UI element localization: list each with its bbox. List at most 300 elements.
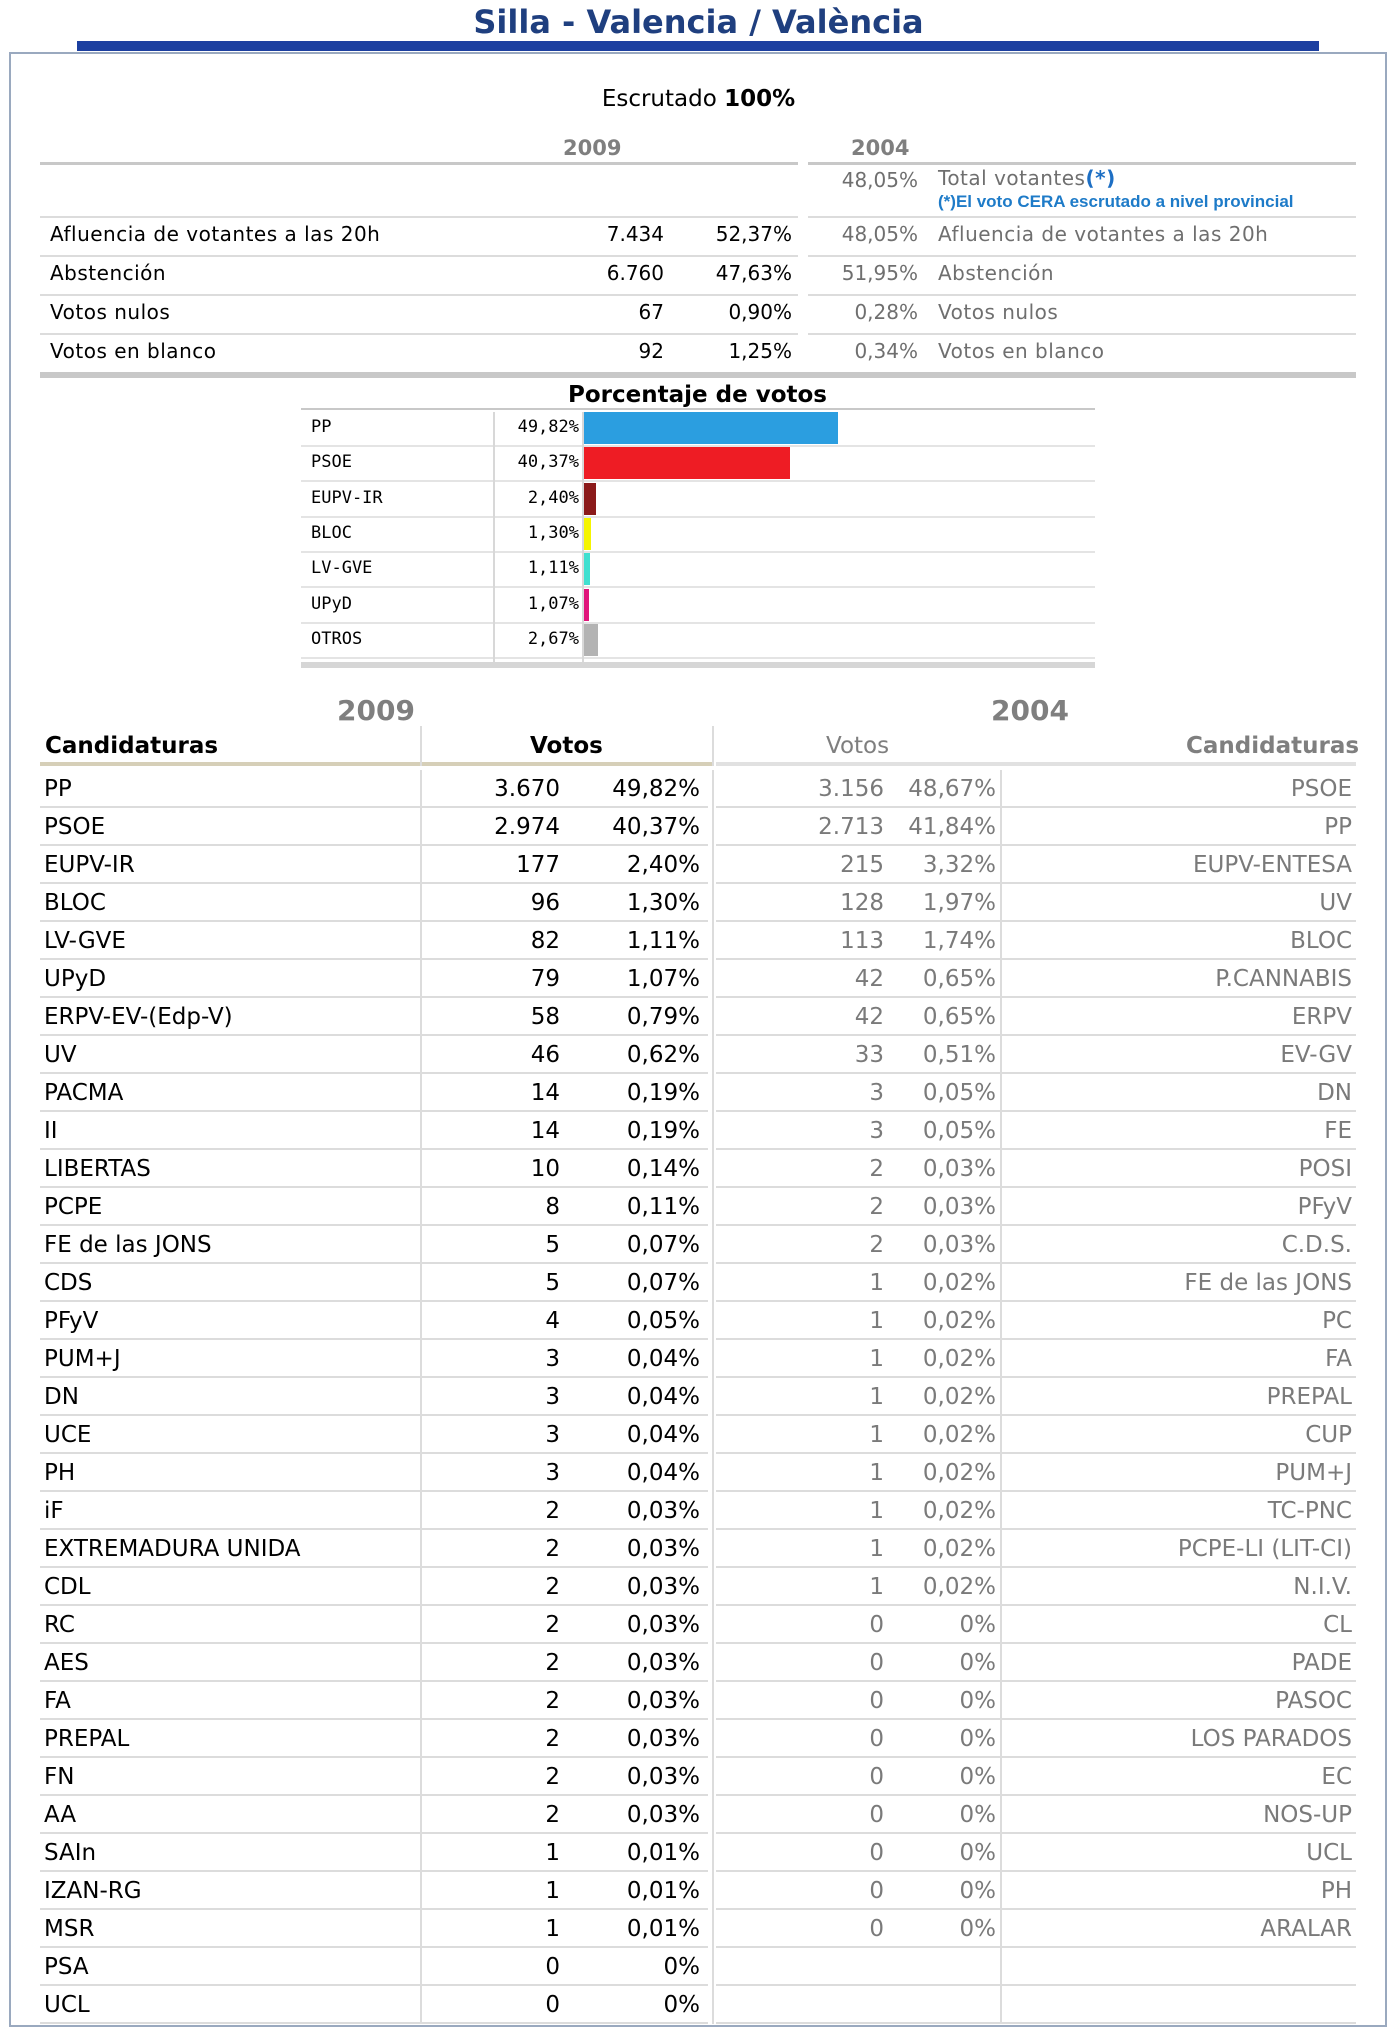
candidatura-2004: FE de las JONS bbox=[1184, 1270, 1352, 1296]
votos-2004: 1 bbox=[869, 1384, 884, 1410]
votos-2009: 1 bbox=[545, 1916, 560, 1942]
participation-bottom-rule bbox=[40, 372, 1356, 378]
participation-pct-2004: 48,05% bbox=[841, 222, 918, 246]
results-row bbox=[40, 1872, 1356, 1910]
votos-2004: 0 bbox=[869, 1688, 884, 1714]
votos-2009: 14 bbox=[530, 1080, 560, 1106]
porcentaje-2009: 0,03% bbox=[626, 1688, 700, 1714]
votos-2009: 14 bbox=[530, 1118, 560, 1144]
votos-2004: 0 bbox=[869, 1916, 884, 1942]
votos-2004: 128 bbox=[840, 890, 884, 916]
candidatura-2004: N.I.V. bbox=[1293, 1574, 1352, 1600]
votos-2009: 2 bbox=[545, 1764, 560, 1790]
votos-2009: 58 bbox=[530, 1004, 560, 1030]
candidatura-2004: C.D.S. bbox=[1281, 1232, 1352, 1258]
participation-label-2009: Votos nulos bbox=[50, 300, 171, 324]
chart-value-label: 1,30% bbox=[527, 522, 579, 543]
porcentaje-2009: 2,40% bbox=[626, 852, 700, 878]
porcentaje-2009: 0,14% bbox=[626, 1156, 700, 1182]
candidatura-2004: CUP bbox=[1305, 1422, 1352, 1448]
porcentaje-2004: 0,02% bbox=[922, 1422, 996, 1448]
votos-2009: 82 bbox=[530, 928, 560, 954]
votos-2004: 33 bbox=[854, 1042, 884, 1068]
porcentaje-2004: 0,02% bbox=[922, 1574, 996, 1600]
candidatura-2004: FA bbox=[1325, 1346, 1352, 1372]
porcentaje-2009: 1,30% bbox=[626, 890, 700, 916]
chart-bar bbox=[584, 412, 838, 444]
votos-2004: 1 bbox=[869, 1498, 884, 1524]
candidatura-2004: PCPE-LI (LIT-CI) bbox=[1177, 1536, 1352, 1562]
votos-2004: 0 bbox=[869, 1726, 884, 1752]
votos-2004: 3 bbox=[869, 1080, 884, 1106]
porcentaje-2009: 0,19% bbox=[626, 1118, 700, 1144]
porcentaje-2004: 0,65% bbox=[922, 1004, 996, 1030]
results-row bbox=[40, 1226, 1356, 1264]
candidatura-2004: EC bbox=[1321, 1764, 1352, 1790]
results-row bbox=[40, 808, 1356, 846]
votos-2004: 3.156 bbox=[818, 776, 884, 802]
chart-row-separator bbox=[301, 657, 1095, 659]
candidatura-2009: II bbox=[44, 1118, 58, 1144]
results-row bbox=[40, 1036, 1356, 1074]
chart-value-label: 49,82% bbox=[517, 417, 579, 437]
chart-top-rule bbox=[301, 408, 1095, 410]
votos-2004: 1 bbox=[869, 1308, 884, 1334]
candidatura-2004: PH bbox=[1320, 1878, 1352, 1904]
porcentaje-2009: 0,03% bbox=[626, 1612, 700, 1638]
results-row bbox=[40, 884, 1356, 922]
total-votantes-pct-2004: 48,05% bbox=[841, 168, 918, 192]
candidatura-2004: PC bbox=[1322, 1308, 1352, 1334]
results-row bbox=[40, 1530, 1356, 1568]
votos-2004: 1 bbox=[869, 1536, 884, 1562]
porcentaje-2004: 0,02% bbox=[922, 1498, 996, 1524]
chart-value-label: 1,11% bbox=[527, 558, 579, 579]
participation-row bbox=[0, 298, 1397, 328]
candidatura-2009: BLOC bbox=[44, 890, 106, 916]
results-row bbox=[40, 1834, 1356, 1872]
votos-2004: 2 bbox=[869, 1232, 884, 1258]
chart-value-label: 40,37% bbox=[517, 452, 579, 473]
results-row bbox=[40, 998, 1356, 1036]
candidatura-2004: CL bbox=[1323, 1612, 1352, 1638]
porcentaje-2009: 0,04% bbox=[626, 1460, 700, 1486]
results-row bbox=[40, 1796, 1356, 1834]
votos-2004: 42 bbox=[854, 1004, 884, 1030]
participation-pct-2009: 1,25% bbox=[728, 339, 792, 363]
results-row-line-2004 bbox=[716, 2022, 1356, 2024]
candidatura-2009: PREPAL bbox=[44, 1726, 130, 1752]
chart-value-label: 1,07% bbox=[527, 593, 579, 614]
porcentaje-2004: 0% bbox=[959, 1840, 996, 1866]
candidatura-2004: DN bbox=[1317, 1080, 1352, 1106]
results-vsep-3 bbox=[1000, 770, 1002, 2024]
votos-2004: 113 bbox=[840, 928, 884, 954]
participation-row-line-2009 bbox=[40, 255, 798, 257]
porcentaje-2004: 0% bbox=[959, 1688, 996, 1714]
header-votos-2009: Votos bbox=[530, 733, 603, 759]
candidatura-2009: UCE bbox=[44, 1422, 92, 1448]
votos-2009: 3 bbox=[545, 1346, 560, 1372]
candidatura-2009: CDL bbox=[44, 1574, 91, 1600]
header-candidaturas-2009: Candidaturas bbox=[45, 733, 219, 759]
candidatura-2009: PSA bbox=[44, 1954, 89, 1980]
porcentaje-2004: 0,05% bbox=[922, 1080, 996, 1106]
results-row bbox=[40, 770, 1356, 808]
votos-2009: 2 bbox=[545, 1802, 560, 1828]
votos-2004: 0 bbox=[869, 1802, 884, 1828]
candidatura-2009: EXTREMADURA UNIDA bbox=[44, 1536, 301, 1562]
chart-title: Porcentaje de votos bbox=[568, 382, 827, 408]
header-vsep-1 bbox=[420, 726, 422, 766]
votos-2004: 1 bbox=[869, 1346, 884, 1372]
porcentaje-2004: 0,02% bbox=[922, 1460, 996, 1486]
candidatura-2004: UCL bbox=[1306, 1840, 1352, 1866]
results-row bbox=[40, 1606, 1356, 1644]
porcentaje-2009: 0,03% bbox=[626, 1536, 700, 1562]
candidatura-2009: FA bbox=[44, 1688, 71, 1714]
results-row bbox=[40, 1150, 1356, 1188]
porcentaje-2009: 1,07% bbox=[626, 966, 700, 992]
votos-2004: 0 bbox=[869, 1878, 884, 1904]
porcentaje-2009: 0,03% bbox=[626, 1498, 700, 1524]
candidatura-2009: DN bbox=[44, 1384, 79, 1410]
votos-2009: 0 bbox=[545, 1954, 560, 1980]
results-row bbox=[40, 1340, 1356, 1378]
candidatura-2004: PREPAL bbox=[1266, 1384, 1352, 1410]
porcentaje-2009: 49,82% bbox=[612, 776, 700, 802]
results-row bbox=[40, 1416, 1356, 1454]
candidatura-2009: PP bbox=[44, 776, 72, 802]
candidatura-2004: PASOC bbox=[1275, 1688, 1352, 1714]
porcentaje-2004: 0,03% bbox=[922, 1156, 996, 1182]
chart-col-divider-2 bbox=[582, 412, 584, 662]
participation-row-line-2004 bbox=[808, 216, 1356, 218]
candidatura-2004: TC-PNC bbox=[1267, 1498, 1352, 1524]
porcentaje-2004: 0% bbox=[959, 1802, 996, 1828]
porcentaje-2009: 0,04% bbox=[626, 1346, 700, 1372]
chart-bar bbox=[584, 624, 598, 656]
participation-value-2009: 6.760 bbox=[606, 261, 664, 285]
results-row bbox=[40, 1112, 1356, 1150]
participation-pct-2004: 0,28% bbox=[854, 300, 918, 324]
votos-2004: 1 bbox=[869, 1574, 884, 1600]
porcentaje-2009: 0,19% bbox=[626, 1080, 700, 1106]
participation-row-line-2004 bbox=[808, 294, 1356, 296]
results-row bbox=[40, 1378, 1356, 1416]
candidatura-2009: IZAN-RG bbox=[44, 1878, 142, 1904]
votos-2004: 42 bbox=[854, 966, 884, 992]
porcentaje-2004: 0,02% bbox=[922, 1346, 996, 1372]
votos-2004: 2 bbox=[869, 1156, 884, 1182]
porcentaje-2004: 0,03% bbox=[922, 1232, 996, 1258]
candidatura-2004: PFyV bbox=[1297, 1194, 1352, 1220]
porcentaje-2004: 1,74% bbox=[922, 928, 996, 954]
results-vsep-2 bbox=[712, 770, 714, 2024]
participation-value-2009: 92 bbox=[638, 339, 664, 363]
porcentaje-2009: 0,01% bbox=[626, 1878, 700, 1904]
header-candidaturas-2004: Candidaturas bbox=[1186, 733, 1360, 759]
participation-year-2009: 2009 bbox=[563, 136, 622, 160]
porcentaje-2004: 0,65% bbox=[922, 966, 996, 992]
results-row bbox=[40, 1188, 1356, 1226]
chart-category-label: LV-GVE bbox=[311, 558, 373, 579]
porcentaje-2004: 0,51% bbox=[922, 1042, 996, 1068]
vote-percentage-chart bbox=[301, 408, 1095, 668]
participation-row-line-2009 bbox=[40, 216, 798, 218]
header-votos-2004: Votos bbox=[826, 733, 890, 759]
porcentaje-2009: 0,03% bbox=[626, 1802, 700, 1828]
total-votantes-label bbox=[938, 166, 1116, 190]
porcentaje-2009: 0,04% bbox=[626, 1384, 700, 1410]
votos-2009: 2 bbox=[545, 1726, 560, 1752]
porcentaje-2004: 0% bbox=[959, 1916, 996, 1942]
porcentaje-2004: 41,84% bbox=[908, 814, 996, 840]
candidatura-2009: ERPV-EV-(Edp-V) bbox=[44, 1004, 233, 1030]
candidatura-2009: PUM+J bbox=[44, 1346, 121, 1372]
porcentaje-2004: 0% bbox=[959, 1878, 996, 1904]
candidatura-2009: LIBERTAS bbox=[44, 1156, 151, 1182]
chart-category-label: EUPV-IR bbox=[311, 487, 383, 508]
votos-2009: 2 bbox=[545, 1498, 560, 1524]
porcentaje-2009: 0% bbox=[663, 1992, 700, 2018]
results-row bbox=[40, 1758, 1356, 1796]
participation-pct-2004: 0,34% bbox=[854, 339, 918, 363]
candidatura-2009: UCL bbox=[44, 1992, 90, 2018]
participation-pct-2009: 47,63% bbox=[715, 261, 792, 285]
participation-label-2004: Votos en blanco bbox=[938, 339, 1105, 363]
porcentaje-2009: 0,07% bbox=[626, 1232, 700, 1258]
porcentaje-2004: 0% bbox=[959, 1612, 996, 1638]
votos-2009: 4 bbox=[545, 1308, 560, 1334]
participation-row-line-2004 bbox=[808, 255, 1356, 257]
results-row bbox=[40, 1644, 1356, 1682]
results-row bbox=[40, 1986, 1356, 2024]
title-underline bbox=[77, 41, 1319, 51]
porcentaje-2009: 0,01% bbox=[626, 1840, 700, 1866]
votos-2009: 2 bbox=[545, 1612, 560, 1638]
participation-year-2004: 2004 bbox=[851, 136, 910, 160]
porcentaje-2009: 0,05% bbox=[626, 1308, 700, 1334]
porcentaje-2004: 0% bbox=[959, 1764, 996, 1790]
porcentaje-2004: 0,02% bbox=[922, 1270, 996, 1296]
votos-2009: 2 bbox=[545, 1688, 560, 1714]
total-votantes-text: Total votantes bbox=[938, 166, 1086, 190]
chart-row-bloc bbox=[301, 518, 1095, 553]
results-row-line-2009 bbox=[40, 2022, 708, 2024]
votos-2004: 2.713 bbox=[818, 814, 884, 840]
participation-row-line-2004 bbox=[808, 333, 1356, 335]
candidatura-2009: RC bbox=[44, 1612, 75, 1638]
porcentaje-2004: 0,02% bbox=[922, 1384, 996, 1410]
chart-bar bbox=[584, 518, 591, 550]
candidatura-2004: EUPV-ENTESA bbox=[1192, 852, 1352, 878]
chart-value-label: 2,67% bbox=[527, 628, 579, 649]
votos-2009: 3 bbox=[545, 1460, 560, 1486]
porcentaje-2004: 0% bbox=[959, 1726, 996, 1752]
chart-value-label: 2,40% bbox=[527, 487, 579, 508]
chart-bottom-rule bbox=[301, 662, 1095, 668]
votos-2004: 3 bbox=[869, 1118, 884, 1144]
chart-category-label: PSOE bbox=[311, 452, 352, 473]
chart-bar bbox=[584, 447, 790, 479]
porcentaje-2009: 0,03% bbox=[626, 1726, 700, 1752]
porcentaje-2009: 1,11% bbox=[626, 928, 700, 954]
porcentaje-2009: 0,03% bbox=[626, 1650, 700, 1676]
results-row bbox=[40, 1302, 1356, 1340]
candidatura-2004: BLOC bbox=[1290, 928, 1352, 954]
candidatura-2009: CDS bbox=[44, 1270, 93, 1296]
votos-2009: 2 bbox=[545, 1574, 560, 1600]
votos-2009: 177 bbox=[516, 852, 560, 878]
chart-row-upyd bbox=[301, 589, 1095, 624]
candidatura-2009: AES bbox=[44, 1650, 89, 1676]
candidatura-2004: ARALAR bbox=[1260, 1916, 1352, 1942]
votos-2009: 46 bbox=[530, 1042, 560, 1068]
chart-row-lv-gve bbox=[301, 553, 1095, 588]
votos-2009: 2.974 bbox=[494, 814, 560, 840]
results-row bbox=[40, 846, 1356, 884]
votos-2004: 0 bbox=[869, 1612, 884, 1638]
porcentaje-2009: 0,07% bbox=[626, 1270, 700, 1296]
votos-2004: 1 bbox=[869, 1270, 884, 1296]
chart-category-label: UPyD bbox=[311, 593, 352, 614]
candidatura-2004: PP bbox=[1324, 814, 1352, 840]
participation-row bbox=[0, 220, 1397, 250]
votos-2004: 1 bbox=[869, 1460, 884, 1486]
votos-2009: 3 bbox=[545, 1422, 560, 1448]
results-row bbox=[40, 1492, 1356, 1530]
porcentaje-2004: 0% bbox=[959, 1650, 996, 1676]
candidatura-2009: LV-GVE bbox=[44, 928, 126, 954]
votos-2009: 0 bbox=[545, 1992, 560, 2018]
votos-2009: 10 bbox=[530, 1156, 560, 1182]
candidatura-2009: PH bbox=[44, 1460, 76, 1486]
porcentaje-2004: 0,02% bbox=[922, 1536, 996, 1562]
participation-pct-2009: 0,90% bbox=[728, 300, 792, 324]
chart-bar bbox=[584, 553, 590, 585]
results-header-rule-2004 bbox=[716, 762, 1356, 766]
chart-row-pp bbox=[301, 412, 1095, 447]
participation-pct-2004: 51,95% bbox=[841, 261, 918, 285]
candidatura-2004: P.CANNABIS bbox=[1215, 966, 1352, 992]
participation-row-line-2009 bbox=[40, 333, 798, 335]
votos-2009: 5 bbox=[545, 1232, 560, 1258]
escrutado-label: Escrutado bbox=[601, 86, 717, 112]
votos-2004: 2 bbox=[869, 1194, 884, 1220]
cera-note: (*)El voto CERA escrutado a nivel provincial bbox=[938, 192, 1294, 211]
results-row bbox=[40, 1910, 1356, 1948]
chart-category-label: OTROS bbox=[311, 628, 363, 649]
chart-bar bbox=[584, 589, 589, 621]
votos-2009: 79 bbox=[530, 966, 560, 992]
votos-2004: 0 bbox=[869, 1840, 884, 1866]
results-row bbox=[40, 1948, 1356, 1986]
candidatura-2009: MSR bbox=[44, 1916, 95, 1942]
candidatura-2004: POSI bbox=[1298, 1156, 1352, 1182]
participation-pct-2009: 52,37% bbox=[715, 222, 792, 246]
votos-2009: 1 bbox=[545, 1878, 560, 1904]
participation-label-2009: Abstención bbox=[50, 261, 167, 285]
porcentaje-2009: 0,11% bbox=[626, 1194, 700, 1220]
candidatura-2009: AA bbox=[44, 1802, 77, 1828]
candidatura-2004: PSOE bbox=[1290, 776, 1352, 802]
candidatura-2009: PFyV bbox=[44, 1308, 99, 1334]
escrutado-status bbox=[0, 84, 1397, 114]
candidatura-2009: PACMA bbox=[44, 1080, 124, 1106]
votos-2009: 2 bbox=[545, 1536, 560, 1562]
candidatura-2009: PSOE bbox=[44, 814, 106, 840]
participation-row-line-2009 bbox=[40, 294, 798, 296]
chart-category-label: BLOC bbox=[311, 522, 352, 543]
votos-2004: 0 bbox=[869, 1764, 884, 1790]
total-votantes-asterisk: (*) bbox=[1085, 166, 1116, 190]
candidatura-2009: PCPE bbox=[44, 1194, 103, 1220]
candidatura-2009: FN bbox=[44, 1764, 75, 1790]
votos-2009: 3 bbox=[545, 1384, 560, 1410]
candidatura-2004: PUM+J bbox=[1275, 1460, 1352, 1486]
escrutado-value: 100% bbox=[724, 86, 796, 112]
porcentaje-2004: 1,97% bbox=[922, 890, 996, 916]
results-row bbox=[40, 1720, 1356, 1758]
porcentaje-2004: 0,02% bbox=[922, 1308, 996, 1334]
candidatura-2009: FE de las JONS bbox=[44, 1232, 212, 1258]
candidatura-2004: NOS-UP bbox=[1263, 1802, 1352, 1828]
results-row bbox=[40, 1264, 1356, 1302]
participation-label-2004: Abstención bbox=[938, 261, 1055, 285]
porcentaje-2004: 48,67% bbox=[908, 776, 996, 802]
votos-2009: 1 bbox=[545, 1840, 560, 1866]
candidatura-2009: UPyD bbox=[44, 966, 107, 992]
chart-bar bbox=[584, 483, 596, 515]
participation-row bbox=[0, 259, 1397, 289]
chart-row-otros bbox=[301, 624, 1095, 659]
porcentaje-2004: 3,32% bbox=[922, 852, 996, 878]
participation-value-2009: 7.434 bbox=[606, 222, 664, 246]
chart-category-label: PP bbox=[311, 417, 332, 437]
candidatura-2004: LOS PARADOS bbox=[1190, 1726, 1352, 1752]
results-row bbox=[40, 922, 1356, 960]
participation-header-line-2004 bbox=[808, 162, 1356, 165]
votos-2009: 3.670 bbox=[494, 776, 560, 802]
candidatura-2004: UV bbox=[1319, 890, 1352, 916]
votos-2009: 96 bbox=[530, 890, 560, 916]
participation-label-2004: Votos nulos bbox=[938, 300, 1059, 324]
porcentaje-2004: 0,05% bbox=[922, 1118, 996, 1144]
header-vsep-2 bbox=[712, 726, 714, 766]
results-year-2009: 2009 bbox=[337, 694, 415, 727]
candidatura-2009: SAIn bbox=[44, 1840, 97, 1866]
porcentaje-2009: 0,03% bbox=[626, 1764, 700, 1790]
candidatura-2004: PADE bbox=[1291, 1650, 1352, 1676]
porcentaje-2009: 0,79% bbox=[626, 1004, 700, 1030]
votos-2009: 8 bbox=[545, 1194, 560, 1220]
participation-header-line-2009 bbox=[40, 162, 798, 165]
candidatura-2004: EV-GV bbox=[1280, 1042, 1352, 1068]
results-row bbox=[40, 1454, 1356, 1492]
votos-2009: 2 bbox=[545, 1650, 560, 1676]
results-vsep-1 bbox=[420, 770, 422, 2024]
results-row bbox=[40, 960, 1356, 998]
chart-col-divider-1 bbox=[493, 412, 495, 662]
participation-row bbox=[0, 337, 1397, 367]
porcentaje-2009: 0,04% bbox=[626, 1422, 700, 1448]
porcentaje-2009: 0,01% bbox=[626, 1916, 700, 1942]
participation-label-2009: Votos en blanco bbox=[50, 339, 217, 363]
participation-value-2009: 67 bbox=[638, 300, 664, 324]
participation-label-2009: Afluencia de votantes a las 20h bbox=[50, 222, 381, 246]
porcentaje-2009: 0,03% bbox=[626, 1574, 700, 1600]
